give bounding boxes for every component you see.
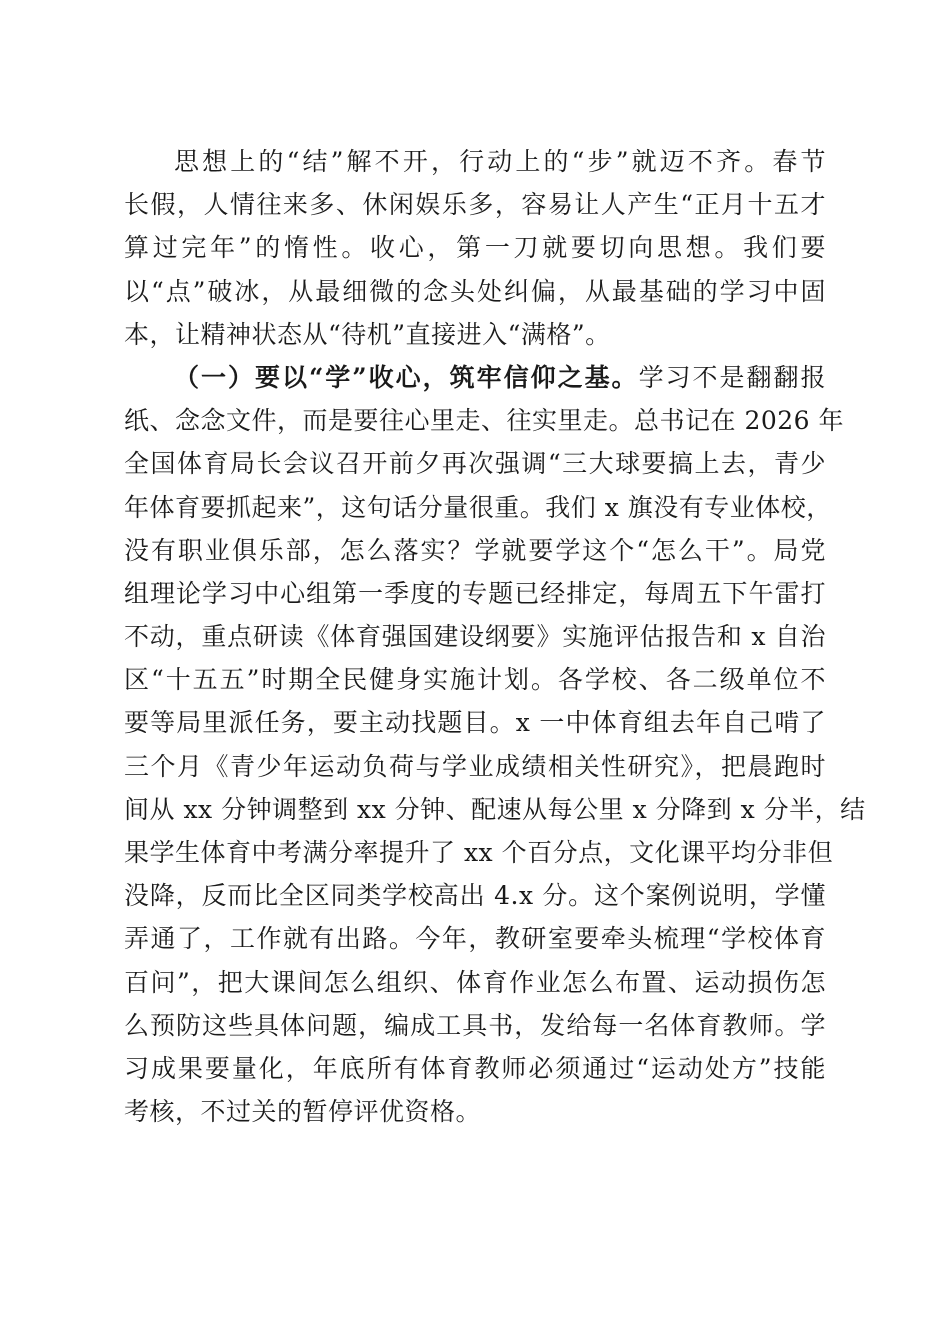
paragraph-line: 没降，反而比全区同类学校高出 4.x 分。这个案例说明，学懂	[124, 881, 826, 911]
paragraph-line: 思想上的“结”解不开，行动上的“步”就迈不齐。春节	[174, 147, 826, 176]
paragraph-line: 全国体育局长会议召开前夕再次强调“三大球要搞上去，青少	[124, 449, 826, 479]
paragraph-first-line	[124, 356, 826, 399]
paragraph-line: 不动，重点研读《体育强国建设纲要》实施评估报告和 x 自治	[124, 622, 826, 652]
paragraph-line: 纸、念念文件，而是要往心里走、往实里走。总书记在 2026 年	[124, 406, 845, 436]
paragraph-line: 三个月《青少年运动负荷与学业成绩相关性研究》，把晨跑时	[124, 751, 826, 781]
paragraph-line: 百问”，把大课间怎么组织、体育作业怎么布置、运动损伤怎	[124, 967, 826, 997]
paragraph-line: 区“十五五”时期全民健身实施计划。各学校、各二级单位不	[124, 665, 826, 695]
paragraph-line: 本，让精神状态从“待机”直接进入“满格”。	[124, 319, 611, 349]
paragraph-line: 要等局里派任务，要主动找题目。x 一中体育组去年自己啃了	[124, 708, 826, 738]
paragraph-line: 组理论学习中心组第一季度的专题已经排定，每周五下午雷打	[124, 578, 826, 608]
paragraph-line: 么预防这些具体问题，编成工具书，发给每一名体育教师。学	[124, 1010, 826, 1040]
paragraph-intro	[124, 140, 826, 356]
paragraph-line: 果学生体育中考满分率提升了 xx 个百分点，文化课平均分非但	[124, 838, 834, 867]
document-body	[124, 140, 866, 1133]
paragraph-line: 年体育要抓起来”，这句话分量很重。我们 x 旗没有专业体校，	[124, 492, 832, 522]
paragraph-line: 考核，不过关的暂停评优资格。	[124, 1097, 482, 1127]
paragraph-line: 以“点”破冰，从最细微的念头处纠偏，从最基础的学习中固	[124, 276, 826, 306]
paragraph-line: 习成果要量化，年底所有体育教师必须通过“运动处方”技能	[124, 1053, 826, 1083]
paragraph-line: 弄通了，工作就有出路。今年，教研室要牵头梳理“学校体育	[124, 924, 826, 954]
paragraph-line: 长假，人情往来多、休闲娱乐多，容易让人产生“正月十五才	[124, 190, 826, 220]
paragraph-line: 算过完年”的惰性。收心，第一刀就要切向思想。我们要	[124, 233, 826, 263]
paragraph-study	[124, 356, 866, 1133]
section-heading: （一）要以“学”收心，筑牢信仰之基。	[174, 362, 639, 392]
paragraph-text: 学习不是翻翻报	[638, 362, 826, 392]
paragraph-line: 没有职业俱乐部，怎么落实？学就要学这个“怎么干”。局党	[124, 535, 826, 565]
paragraph-line: 间从 xx 分钟调整到 xx 分钟、配速从每公里 x 分降到 x 分半，结	[124, 794, 866, 824]
